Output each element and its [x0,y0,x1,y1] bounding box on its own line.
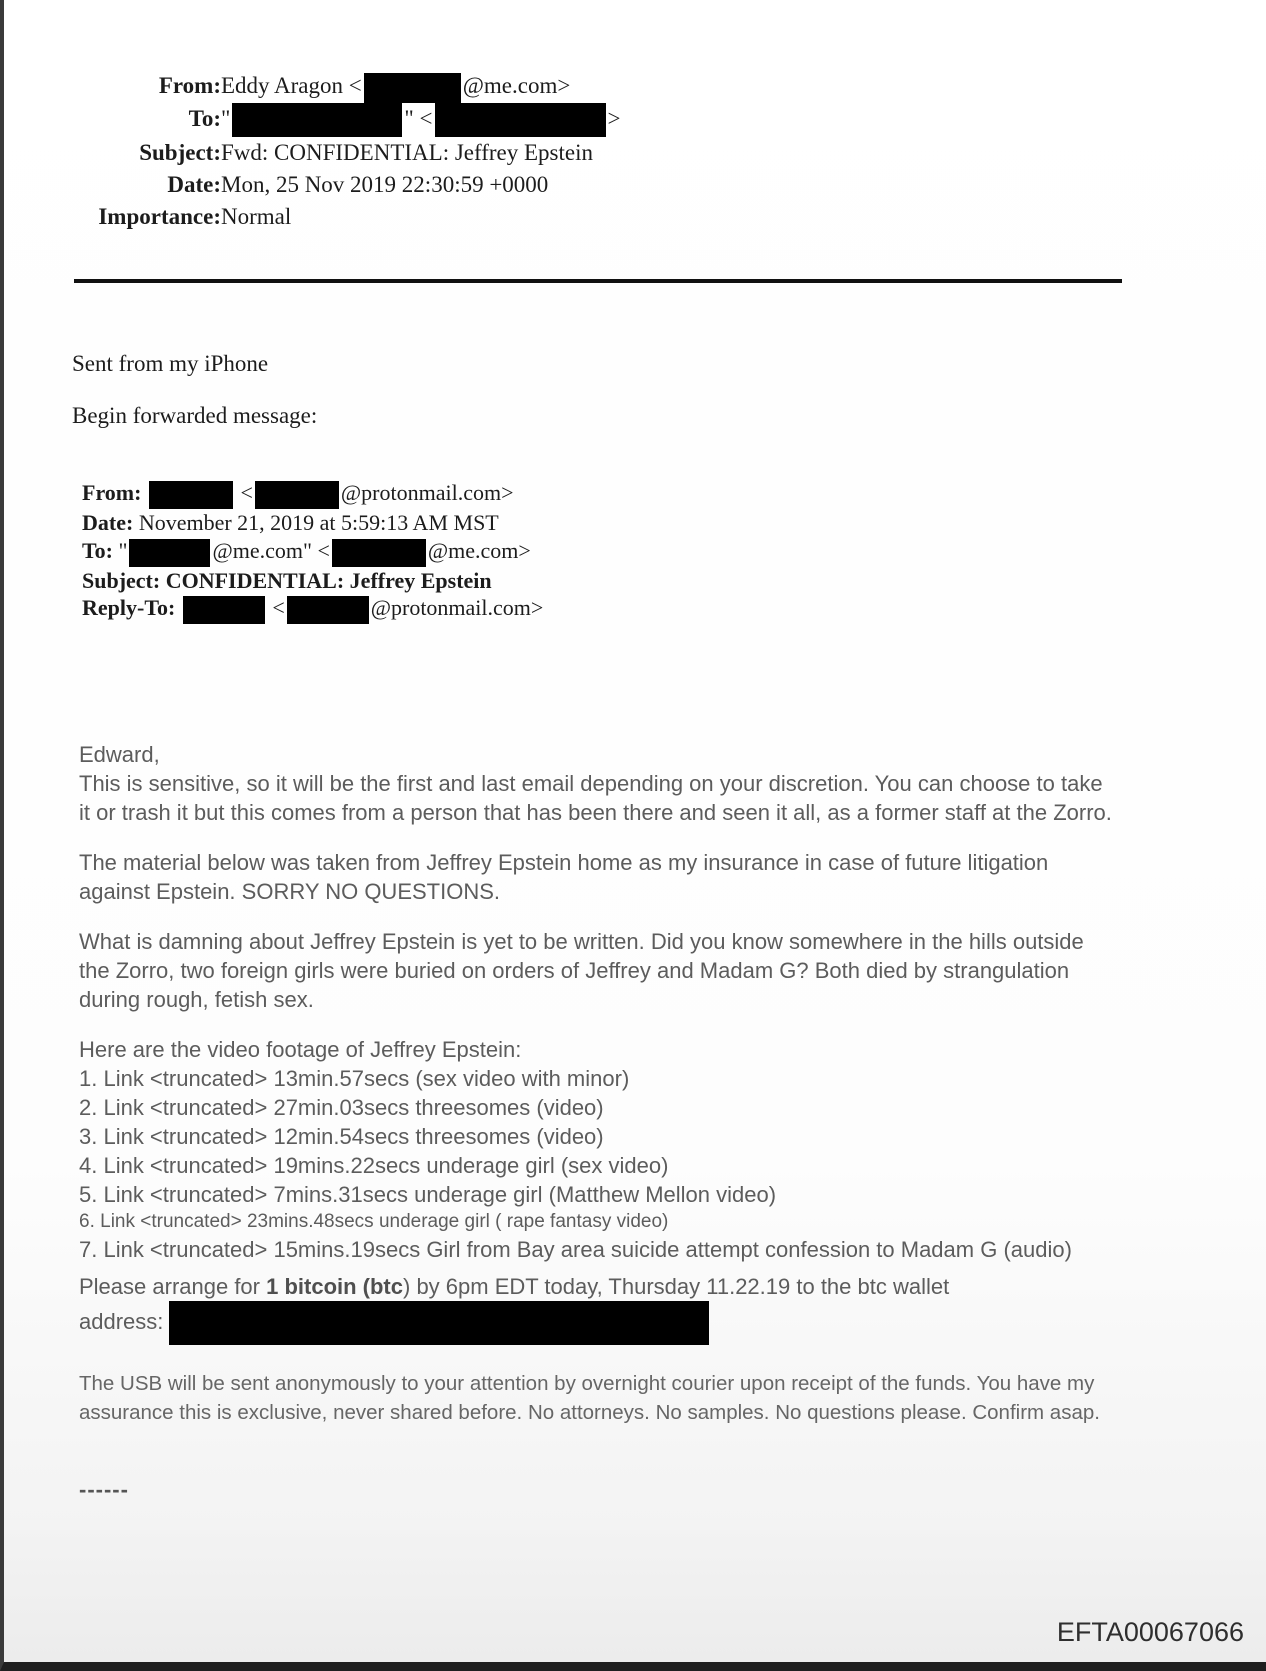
redaction-bar [364,73,461,103]
date-label: Date: [167,172,221,198]
header-row-subject [59,137,621,169]
importance-value: Normal [221,204,292,230]
fwd-to-pre: " [118,537,128,563]
signature-dashes: ------ [79,1477,129,1503]
redaction-bar [183,596,265,624]
date-value: Mon, 25 Nov 2019 22:30:59 +0000 [221,172,549,198]
header-row-importance [59,201,621,233]
redaction-bar [232,103,402,137]
from-pre-text: Eddy Aragon < [221,73,362,98]
btc-post-text: ) by 6pm EDT today, Thursday 11.22.19 to the btc wallet [403,1274,950,1300]
video-list-item: 4. Link <truncated> 19mins.22secs underage girl (sex video) [79,1153,669,1179]
redaction-bar [129,539,210,567]
fwd-subject-label: Subject: [82,567,161,593]
subject-label: Subject: [139,140,221,166]
header-divider [74,279,1122,283]
redaction-bar [149,481,233,509]
video-list-item: 3. Link <truncated> 12min.54secs threesomes (video) [79,1124,604,1150]
address-label: address: [79,1309,164,1335]
address-line [79,1309,711,1334]
redaction-bar [287,596,369,624]
from-label: From: [158,73,221,98]
from-post-text: @me.com> [462,73,571,98]
btc-bold-text: 1 bitcoin (btc [266,1274,403,1300]
message-body [79,740,1116,1504]
forwarded-header [82,479,1266,624]
video-list-item: 6. Link <truncated> 23mins.48secs underage girl ( rape fantasy video) [79,1211,669,1233]
to-label: To: [188,105,221,131]
redaction-bar [435,103,606,137]
video-list-item: 5. Link <truncated> 7mins.31secs underage girl (Matthew Mellon video) [79,1182,777,1208]
fwd-subject-value: CONFIDENTIAL: Jeffrey Epstein [165,567,492,593]
video-list-item: 1. Link <truncated> 13min.57secs (sex video with minor) [79,1066,630,1092]
bitcoin-paragraph [79,1272,1116,1345]
fwd-from-post: @protonmail.com> [340,480,514,506]
fwd-to-label: To: [82,537,113,563]
header-row-from [59,70,621,103]
to-value [221,103,621,138]
paragraph-material: The material below was taken from Jeffrey Epstein home as my insurance in case of future litigation against Epstein. SORRY NO QUESTIONS. [79,850,1049,905]
fwd-date-label: Date: [82,510,134,536]
redaction-bar [332,539,426,567]
to-post-text: > [607,105,621,131]
sent-from-line: Sent from my iPhone [72,351,269,377]
btc-pre-text: Please arrange for [79,1274,267,1300]
video-list-item: 7. Link <truncated> 15mins.19secs Girl from Bay area suicide attempt confession to Madam G (audio) [79,1237,1072,1263]
fwd-from-label: From: [82,480,142,506]
salutation: Edward, [79,742,160,768]
subject-value: Fwd: CONFIDENTIAL: Jeffrey Epstein [221,140,593,166]
to-mid-text: " < [404,105,433,131]
fwd-from-sep: < [240,480,253,506]
begin-forwarded-line: Begin forwarded message: [72,403,318,429]
header-row-to [59,103,621,138]
bates-number: EFTA00067066 [1056,1617,1244,1647]
fwd-row-date [82,509,1266,537]
video-list [79,1035,1116,1264]
fwd-row-to [82,537,1266,567]
header-row-date [59,169,621,201]
fwd-replyto-sep: < [272,595,285,621]
fwd-to-mid: @me.com" < [212,537,330,563]
video-list-item: 2. Link <truncated> 27min.03secs threesomes (video) [79,1095,604,1121]
fwd-replyto-post: @protonmail.com> [370,595,544,621]
redaction-bar [255,481,339,509]
video-list-intro: Here are the video footage of Jeffrey Epstein: [79,1037,522,1063]
fwd-to-post: @me.com> [427,537,531,563]
paragraph-damning: What is damning about Jeffrey Epstein is yet to be written. Did you know somewhere in the hills outside the Zorro, two foreign girls were buried on orders of Jeffrey and Madam G? Both died by strangulation during rough, fetish sex. [79,929,1084,1013]
usb-paragraph: The USB will be sent anonymously to your attention by overnight courier upon receipt of the funds. You have my assurance this is exclusive, never shared before. No attorneys. No samples. No questions please. Confirm asap. [79,1372,1100,1425]
paragraph-sensitive: This is sensitive, so it will be the first and last email depending on your discretion. You can choose to take it or trash it but this comes from a person that has been there and seen it all, as a former staff at the Zorro. [79,771,1112,826]
to-pre-text: " [221,105,231,131]
redaction-bar [169,1301,709,1345]
email-header [59,70,621,233]
importance-label: Importance: [98,204,221,230]
from-value [221,70,621,103]
fwd-row-replyto [82,594,1266,624]
fwd-row-subject [82,567,1266,595]
fwd-replyto-label: Reply-To: [82,595,176,621]
fwd-row-from [82,479,1266,509]
fwd-date-value: November 21, 2019 at 5:59:13 AM MST [138,510,499,536]
